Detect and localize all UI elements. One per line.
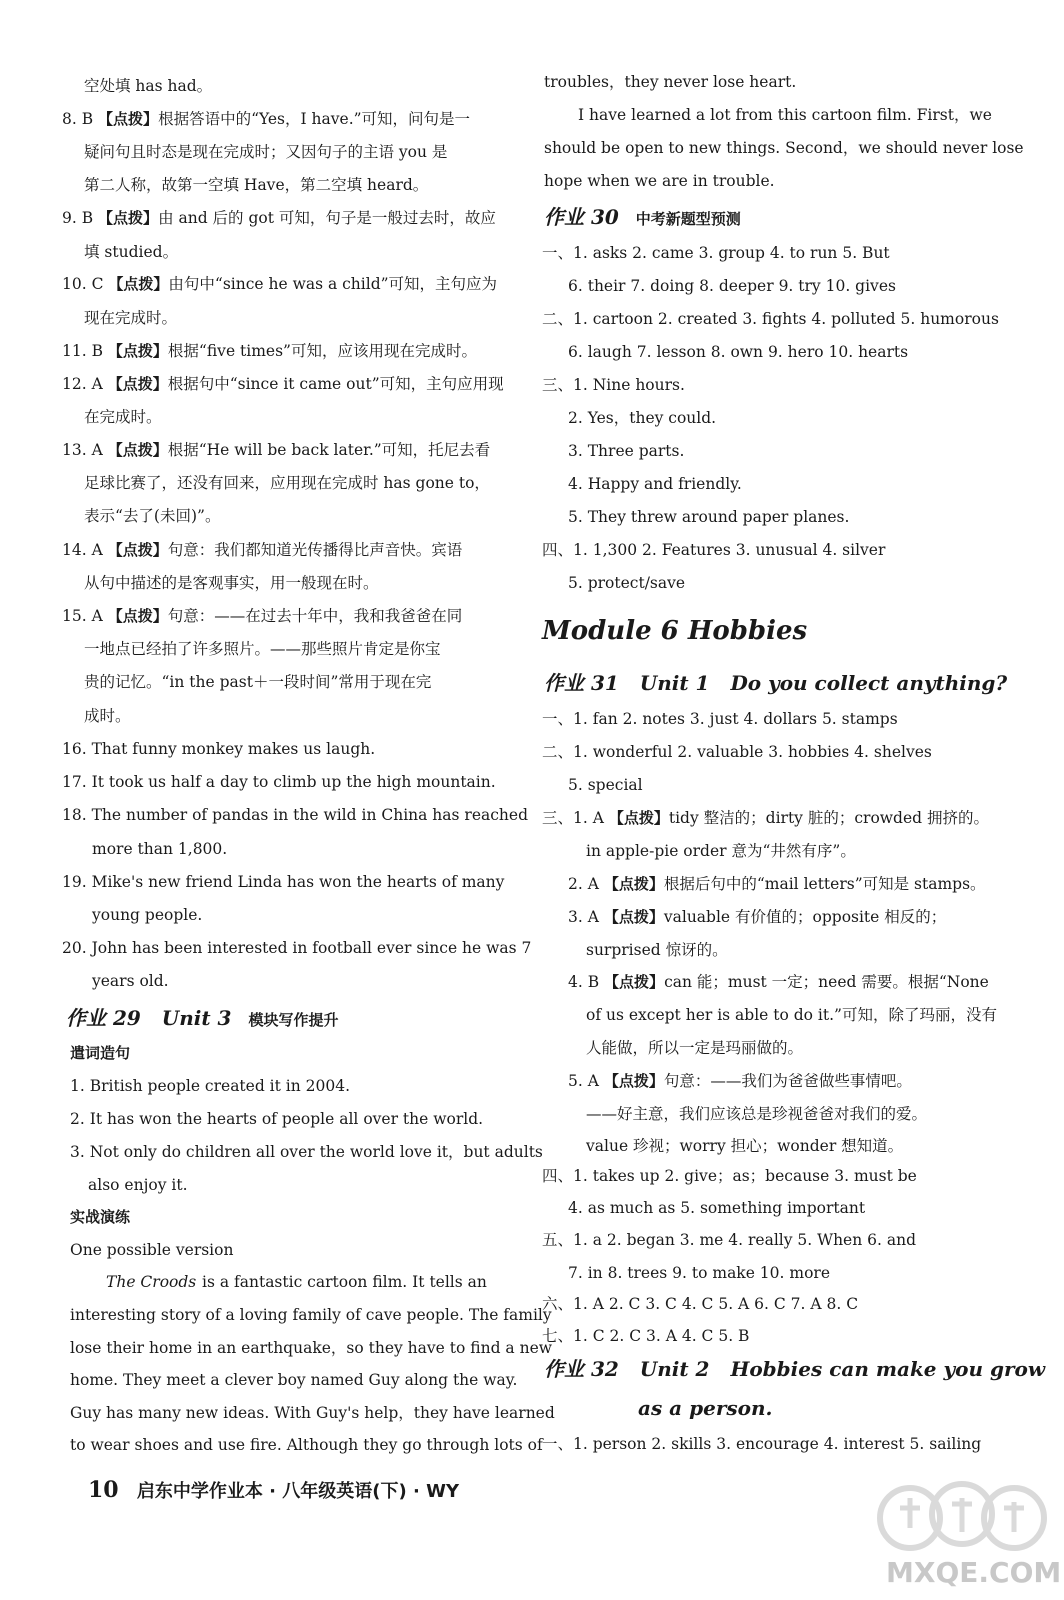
left-line: 17. It took us half a day to climb up the high mountain. [62,773,496,791]
left-line: Guy has many new ideas. With Guy's help，they have learned [70,1404,555,1422]
homework-32-heading [544,1355,1045,1383]
left-line: years old. [92,972,169,990]
right-line: 6. laugh 7. lesson 8. own 9. hero 10. hearts [568,343,909,361]
right-line: surprised 惊讶的。 [586,941,728,959]
right-line: 三、1. A 【点拨】tidy 整洁的；dirty 脏的；crowded 拥挤的。 [542,809,989,827]
homework-32-unit: Unit 2 [639,1357,710,1381]
right-line: 一、1. person 2. skills 3. encourage 4. interest 5. sailing [542,1435,982,1453]
left-line: 足球比赛了，还没有回来，应用现在完成时 has gone to， [84,474,490,492]
right-line: in apple-pie order 意为“井然有序”。 [586,842,856,860]
homework-31-label: 作业 31 [544,671,619,695]
homework-31-unit: Unit 1 [639,671,710,695]
right-line: 人能做，所以一定是玛丽做的。 [586,1039,804,1057]
right-line: 7. in 8. trees 9. to make 10. more [568,1264,830,1282]
right-line: ——好主意，我们应该总是珍视爸爸对我们的爱。 [586,1105,928,1123]
page-footer [88,1476,459,1506]
homework-29-heading [66,1004,338,1034]
left-line: to wear shoes and use fire. Although they go through lots of [70,1436,543,1454]
left-line: 空处填 has had。 [84,77,213,95]
right-line: troubles，they never lose heart. [544,73,797,91]
left-line: 9. B 【点拨】由 and 后的 got 可知，句子是一般过去时，故应 [62,209,496,227]
homework-30-label: 作业 30 [544,205,619,229]
left-line: more than 1,800. [92,840,228,858]
right-line: 5. They threw around paper planes. [568,508,850,526]
homework-31-title: Do you collect anything? [730,671,1008,695]
left-line: 一地点已经拍了许多照片。——那些照片肯定是你宝 [84,640,441,658]
subheading-word-building: 遣词造句 [70,1044,131,1062]
right-line: 四、1. 1,300 2. Features 3. unusual 4. silver [542,541,886,559]
right-line: of us except her is able to do it.”可知，除了玛丽，没有 [586,1006,997,1024]
left-line: 13. A 【点拨】根据“He will be back later.”可知，托尼去看 [62,441,491,459]
left-line: 16. That funny monkey makes us laugh. [62,740,376,758]
homework-32-label: 作业 32 [544,1357,619,1381]
left-line: One possible version [70,1241,234,1259]
right-line: 三、1. Nine hours. [542,376,685,394]
left-line: 1. British people created it in 2004. [70,1077,351,1095]
right-line: I have learned a lot from this cartoon film. First，we [578,106,992,124]
homework-32-title-line2: as a person. [638,1396,773,1420]
left-line: 从句中描述的是客观事实，用一般现在时。 [84,574,379,592]
left-line: home. They meet a clever boy named Guy along the way. [70,1371,518,1389]
left-line: 在完成时。 [84,408,162,426]
right-line: 3. Three parts. [568,442,685,460]
left-line: 12. A 【点拨】根据句中“since it came out”可知，主句应用现 [62,375,504,393]
right-line: 3. A 【点拨】valuable 有价值的；opposite 相反的； [568,908,947,926]
right-line: 6. their 7. doing 8. deeper 9. try 10. gives [568,277,896,295]
homework-29-label: 作业 29 [66,1006,141,1030]
right-line: hope when we are in trouble. [544,172,775,190]
left-line: 3. Not only do children all over the world love it，but adults [70,1143,543,1161]
book-title: 启东中学作业本 · 八年级英语(下) · WY [136,1481,459,1502]
left-line: 10. C 【点拨】由句中“since he was a child”可知，主句应为 [62,275,498,293]
right-line: 4. as much as 5. something important [568,1199,866,1217]
right-line: 五、1. a 2. began 3. me 4. really 5. When 6. and [542,1231,916,1249]
subheading-practice: 实战演练 [70,1208,131,1226]
homework-29-subtitle: 模块写作提升 [248,1011,339,1029]
left-line: 11. B 【点拨】根据“five times”可知，应该用现在完成时。 [62,342,477,360]
left-line: also enjoy it. [88,1176,188,1194]
right-line: value 珍视；worry 担心；wonder 想知道。 [586,1137,904,1155]
left-line: 2. It has won the hearts of people all over the world. [70,1110,484,1128]
left-line: 填 studied。 [84,243,179,261]
left-line: 贵的记忆。“in the past＋一段时间”常用于现在完 [84,673,432,691]
left-line: is a fantastic cartoon film. It tells an [202,1273,487,1291]
film-title: The Croods [106,1273,197,1291]
left-line: 18. The number of pandas in the wild in China has reached [62,806,528,824]
right-line: 2. A 【点拨】根据后句中的“mail letters”可知是 stamps。 [568,875,986,893]
right-line: 5. special [568,776,643,794]
watermark-text: MXQE.COM [886,1556,1062,1589]
module-title: Module 6 Hobbies [542,616,808,646]
right-line: 2. Yes，they could. [568,409,717,427]
homework-29-unit: Unit 3 [161,1006,232,1030]
left-line: 8. B 【点拨】根据答语中的“Yes，I have.”可知，问句是一 [62,110,471,128]
left-line: 14. A 【点拨】句意：我们都知道光传播得比声音快。宾语 [62,541,463,559]
homework-32-title: Hobbies can make you grow [730,1357,1046,1381]
right-line: 六、1. A 2. C 3. C 4. C 5. A 6. C 7. A 8. C [542,1295,859,1313]
left-line: lose their home in an earthquake，so they have to find a new [70,1339,553,1357]
page-number: 10 [88,1477,119,1503]
right-line: 一、1. asks 2. came 3. group 4. to run 5. But [542,244,890,262]
left-line: 第二人称，故第一空填 Have，第二空填 heard。 [84,176,429,194]
left-line: young people. [92,906,203,924]
right-line: 一、1. fan 2. notes 3. just 4. dollars 5. stamps [542,710,898,728]
homework-31-heading [544,669,1007,697]
right-line: 5. A 【点拨】句意：——我们为爸爸做些事情吧。 [568,1072,912,1090]
right-line: 二、1. cartoon 2. created 3. fights 4. polluted 5. humorous [542,310,999,328]
right-line: 5. protect/save [568,574,686,592]
left-line: 19. Mike's new friend Linda has won the hearts of many [62,873,505,891]
left-line: interesting story of a loving family of cave people. The family [70,1306,552,1324]
right-line: 二、1. wonderful 2. valuable 3. hobbies 4. shelves [542,743,932,761]
left-line: 现在完成时。 [84,309,178,327]
left-line: 20. John has been interested in football ever since he was 7 [62,939,532,957]
homework-30-subtitle: 中考新题型预测 [635,210,741,228]
right-line: 七、1. C 2. C 3. A 4. C 5. B [542,1327,750,1345]
left-line: 表示“去了(未回)”。 [84,507,221,525]
right-line: 4. Happy and friendly. [568,475,742,493]
left-line: 成时。 [84,707,131,725]
left-line: 15. A 【点拨】句意：——在过去十年中，我和我爸爸在同 [62,607,463,625]
homework-30-heading [544,203,741,233]
left-line: 疑问句且时态是现在完成时；又因句子的主语 you 是 [84,143,448,161]
right-line: 4. B 【点拨】can 能；must 一定；need 需要。根据“None [568,973,989,991]
right-line: should be open to new things. Second，we should never lose [544,139,1024,157]
right-line: 四、1. takes up 2. give；as；because 3. must be [542,1167,917,1185]
